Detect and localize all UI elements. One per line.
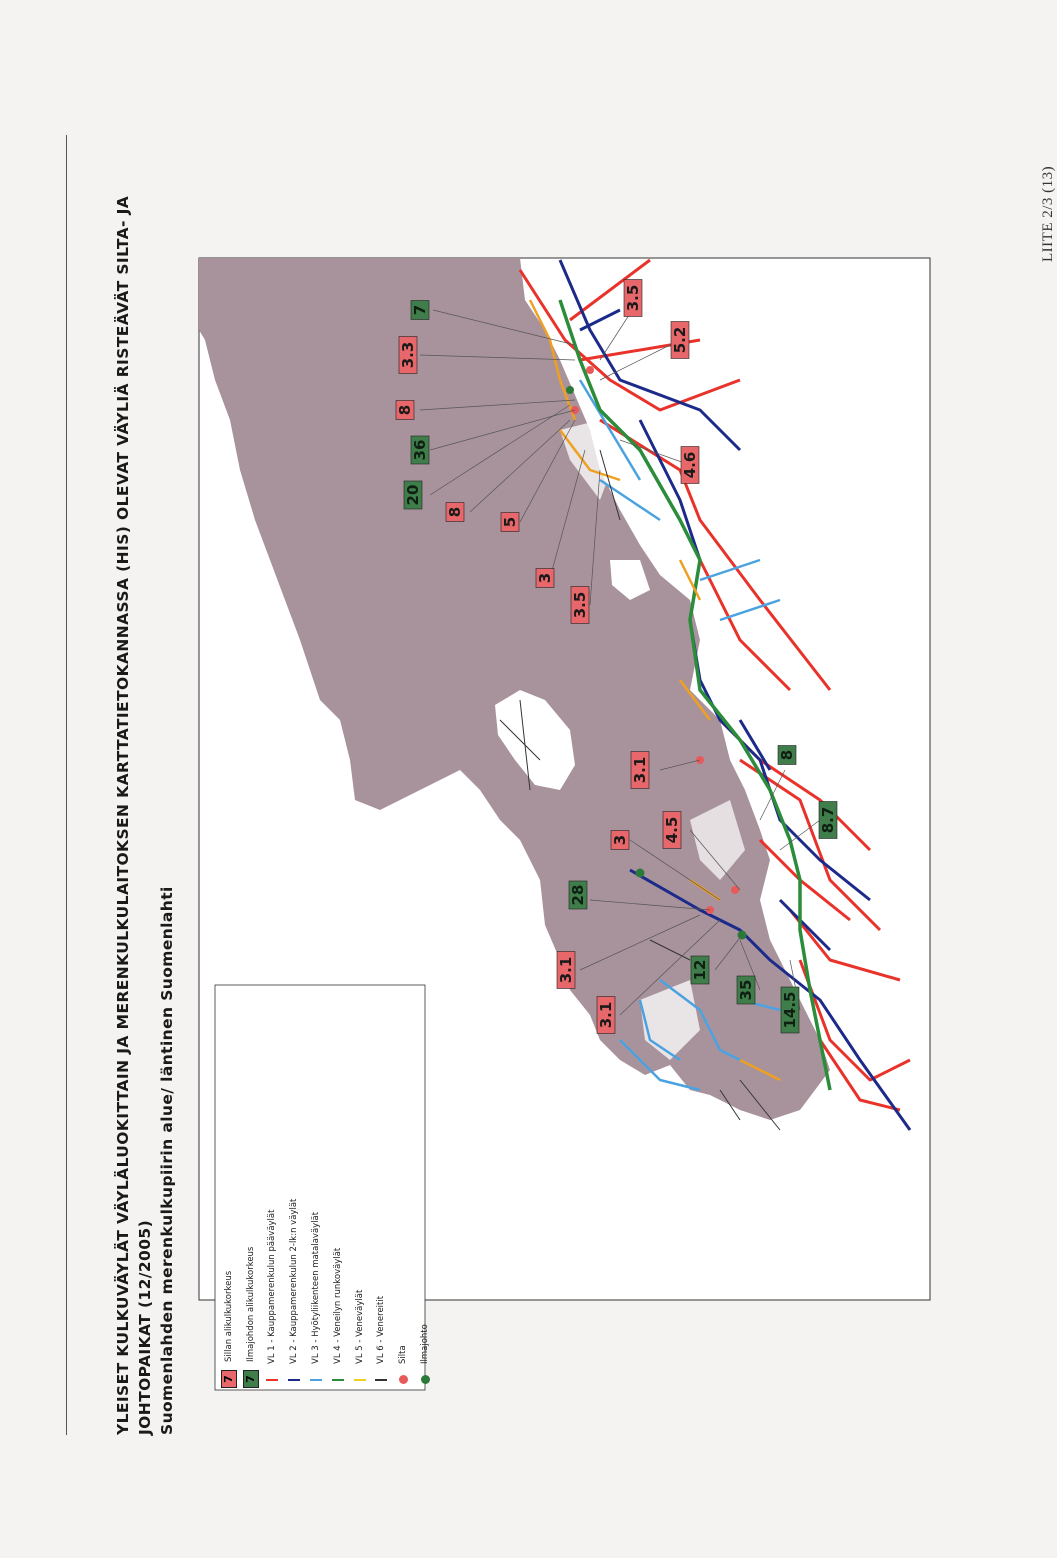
legend-label: Silta — [398, 1345, 409, 1364]
power-label-value: 28 — [569, 884, 587, 906]
bridge-dot — [586, 366, 594, 374]
page-subtitle: Suomenlahden merenkulkupiirin alue/ läntinen Suomenlahti — [158, 886, 176, 1435]
power-height-swatch: 7 — [243, 1370, 259, 1388]
legend-item — [327, 988, 349, 1388]
page-reference: LIITE 2/3 (13) — [1040, 165, 1056, 262]
bridge-label-value: 5 — [501, 516, 519, 528]
bridge-label-value: 3.1 — [597, 1001, 615, 1029]
dot-swatch-mark — [399, 1376, 408, 1385]
line-swatch — [353, 1372, 367, 1388]
legend-item — [305, 988, 327, 1388]
bridge-label-value: 3.1 — [557, 956, 575, 984]
power-dot — [566, 386, 574, 394]
legend-label: VL 4 - Veneilyn runkoväylät — [332, 1247, 343, 1364]
power-label-value: 35 — [737, 979, 755, 1001]
legend-label: VL 2 - Kauppamerenkulun 2-lk:n väylät — [289, 1198, 300, 1364]
power-label-value: 20 — [404, 484, 422, 506]
line-swatch-stroke — [375, 1379, 387, 1381]
line-swatch-stroke — [332, 1379, 344, 1381]
bridge-label-value: 3.3 — [399, 341, 417, 369]
bridge-label-value: 3.5 — [624, 284, 642, 312]
dot-swatch — [418, 1372, 432, 1388]
legend-label: VL 6 - Venereitit — [376, 1295, 387, 1364]
dot-swatch — [396, 1372, 410, 1388]
power-dot — [636, 869, 645, 878]
legend-item — [262, 988, 284, 1388]
legend-label: VL 3 - Hyötyliikenteen matalaväylät — [311, 1211, 322, 1364]
bridge-label-value: 5.2 — [671, 326, 689, 354]
line-swatch-stroke — [266, 1379, 278, 1381]
dot-swatch-mark — [421, 1376, 430, 1385]
title-line-1: YLEISET KULKUVÄYLÄT VÄYLÄLUOKITTAIN JA MERENKULKULAITOKSEN KARTTATIETOKANNASSA (HIS) OLEVAT VÄYLIÄ RISTEÄVÄT SILTA- JA — [114, 195, 132, 1435]
line-swatch — [374, 1372, 388, 1388]
power-label-value: 14.5 — [781, 991, 799, 1029]
legend-item — [283, 988, 305, 1388]
power-label-value: 36 — [411, 439, 429, 461]
power-label-value: 12 — [691, 959, 709, 981]
bridge-label-value: 4.5 — [663, 816, 681, 844]
line-swatch — [309, 1372, 323, 1388]
legend-label: VL 5 - Veneväylät — [354, 1289, 365, 1364]
line-swatch-stroke — [310, 1379, 322, 1381]
legend-item — [240, 988, 262, 1388]
bridge-label-value: 8 — [446, 506, 464, 518]
line-swatch-stroke — [354, 1379, 366, 1381]
bridge-label-value: 4.6 — [681, 451, 699, 479]
legend-item — [349, 988, 371, 1388]
line-swatch — [331, 1372, 345, 1388]
legend-label: Ilmajohto — [420, 1324, 431, 1364]
legend — [218, 988, 436, 1388]
bridge-label-value: 3.1 — [631, 756, 649, 784]
power-label-value: 8 — [778, 749, 796, 761]
bridge-label-value: 3 — [611, 834, 629, 846]
title-line-2: JOHTOPAIKAT (12/2005) — [136, 1219, 154, 1435]
legend-label: VL 1 - Kauppamerenkulun pääväylät — [267, 1209, 278, 1364]
line-swatch — [265, 1372, 279, 1388]
legend-item — [414, 988, 436, 1388]
power-label-value: 8.7 — [819, 806, 837, 834]
power-label-value: 7 — [411, 304, 429, 316]
line-swatch — [287, 1372, 301, 1388]
bridge-height-swatch: 7 — [221, 1370, 237, 1388]
legend-item — [371, 988, 393, 1388]
legend-item — [218, 988, 240, 1388]
bridge-label-value: 8 — [396, 404, 414, 416]
legend-label: Ilmajohdon alikulkukorkeus — [245, 1246, 256, 1362]
legend-label: Sillan alikulkukorkeus — [223, 1270, 234, 1362]
line-swatch-stroke — [288, 1379, 300, 1381]
bridge-label-value: 3.5 — [571, 591, 589, 619]
legend-item — [392, 988, 414, 1388]
bridge-label-value: 3 — [536, 572, 554, 584]
